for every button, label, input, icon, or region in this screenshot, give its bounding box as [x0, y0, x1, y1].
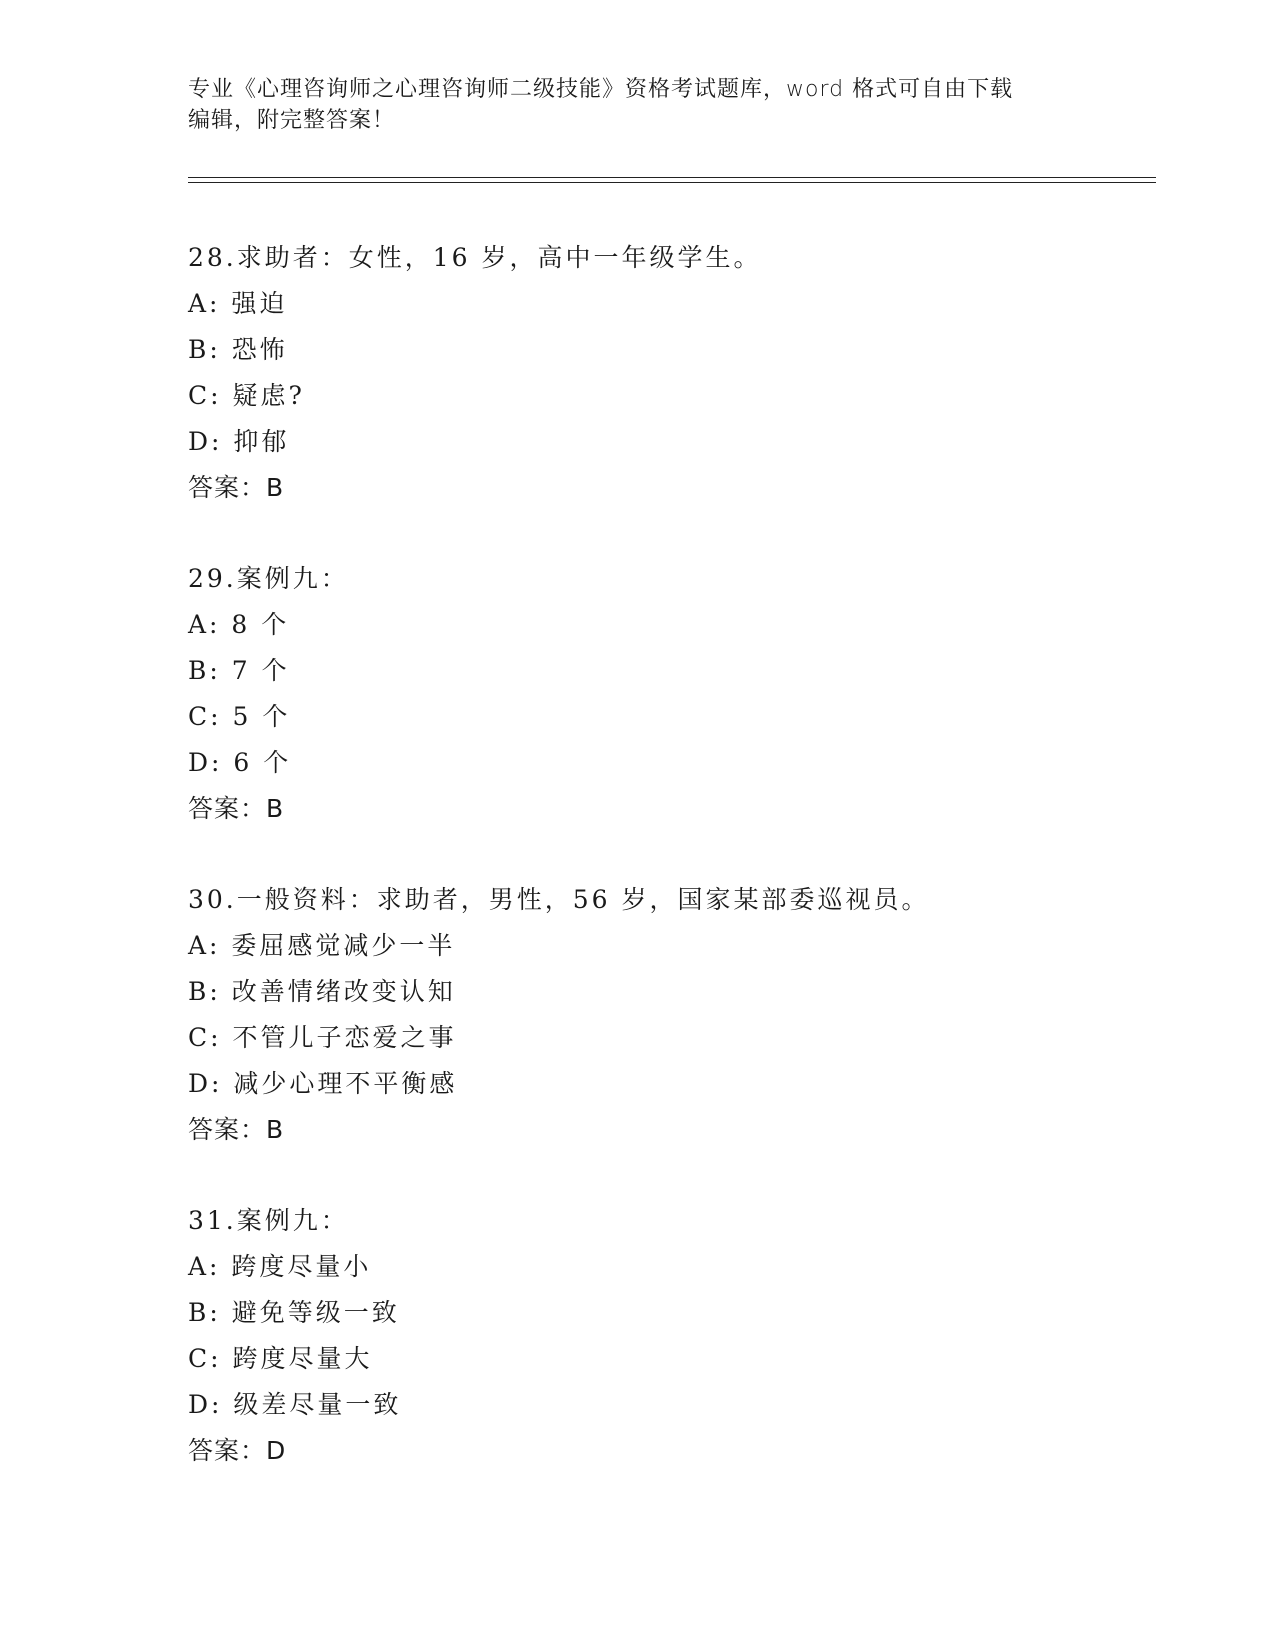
question-29: [188, 556, 1148, 832]
header-line-2: 编辑，附完整答案！: [188, 108, 396, 133]
option-d: D: 6 个: [188, 748, 292, 777]
answer-line: 答案：B: [188, 1115, 285, 1144]
option-c: C: 5 个: [188, 702, 291, 731]
option-c: C: 不管儿子恋爱之事: [188, 1023, 457, 1052]
question-list: [188, 235, 1148, 1519]
option-a: A: 强迫: [188, 289, 288, 318]
document-header: [188, 74, 1088, 136]
option-b: B: 改善情绪改变认知: [188, 977, 456, 1006]
question-stem: 29.案例九：: [188, 564, 349, 593]
option-d: D: 级差尽量一致: [188, 1390, 402, 1419]
header-divider-bottom: [188, 182, 1156, 183]
answer-line: 答案：B: [188, 473, 285, 502]
header-divider-top: [188, 177, 1156, 178]
answer-line: 答案：D: [188, 1436, 287, 1465]
question-stem: 28.求助者：女性，16 岁，高中一年级学生。: [188, 243, 762, 272]
option-d: D: 减少心理不平衡感: [188, 1069, 458, 1098]
option-b: B: 恐怖: [188, 335, 288, 364]
option-c: C: 疑虑?: [188, 381, 305, 410]
header-line-1: 专业《心理咨询师之心理咨询师二级技能》资格考试题库，word 格式可自由下载: [188, 77, 1014, 102]
answer-line: 答案：B: [188, 794, 285, 823]
question-30: [188, 877, 1148, 1153]
option-c: C: 跨度尽量大: [188, 1344, 373, 1373]
option-b: B: 避免等级一致: [188, 1298, 400, 1327]
option-b: B: 7 个: [188, 656, 290, 685]
option-a: A: 委屈感觉减少一半: [188, 931, 456, 960]
question-28: [188, 235, 1148, 511]
option-d: D: 抑郁: [188, 427, 290, 456]
question-stem: 30.一般资料：求助者，男性，56 岁，国家某部委巡视员。: [188, 885, 930, 914]
question-stem: 31.案例九：: [188, 1206, 349, 1235]
question-31: [188, 1198, 1148, 1474]
option-a: A: 跨度尽量小: [188, 1252, 372, 1281]
option-a: A: 8 个: [188, 610, 290, 639]
